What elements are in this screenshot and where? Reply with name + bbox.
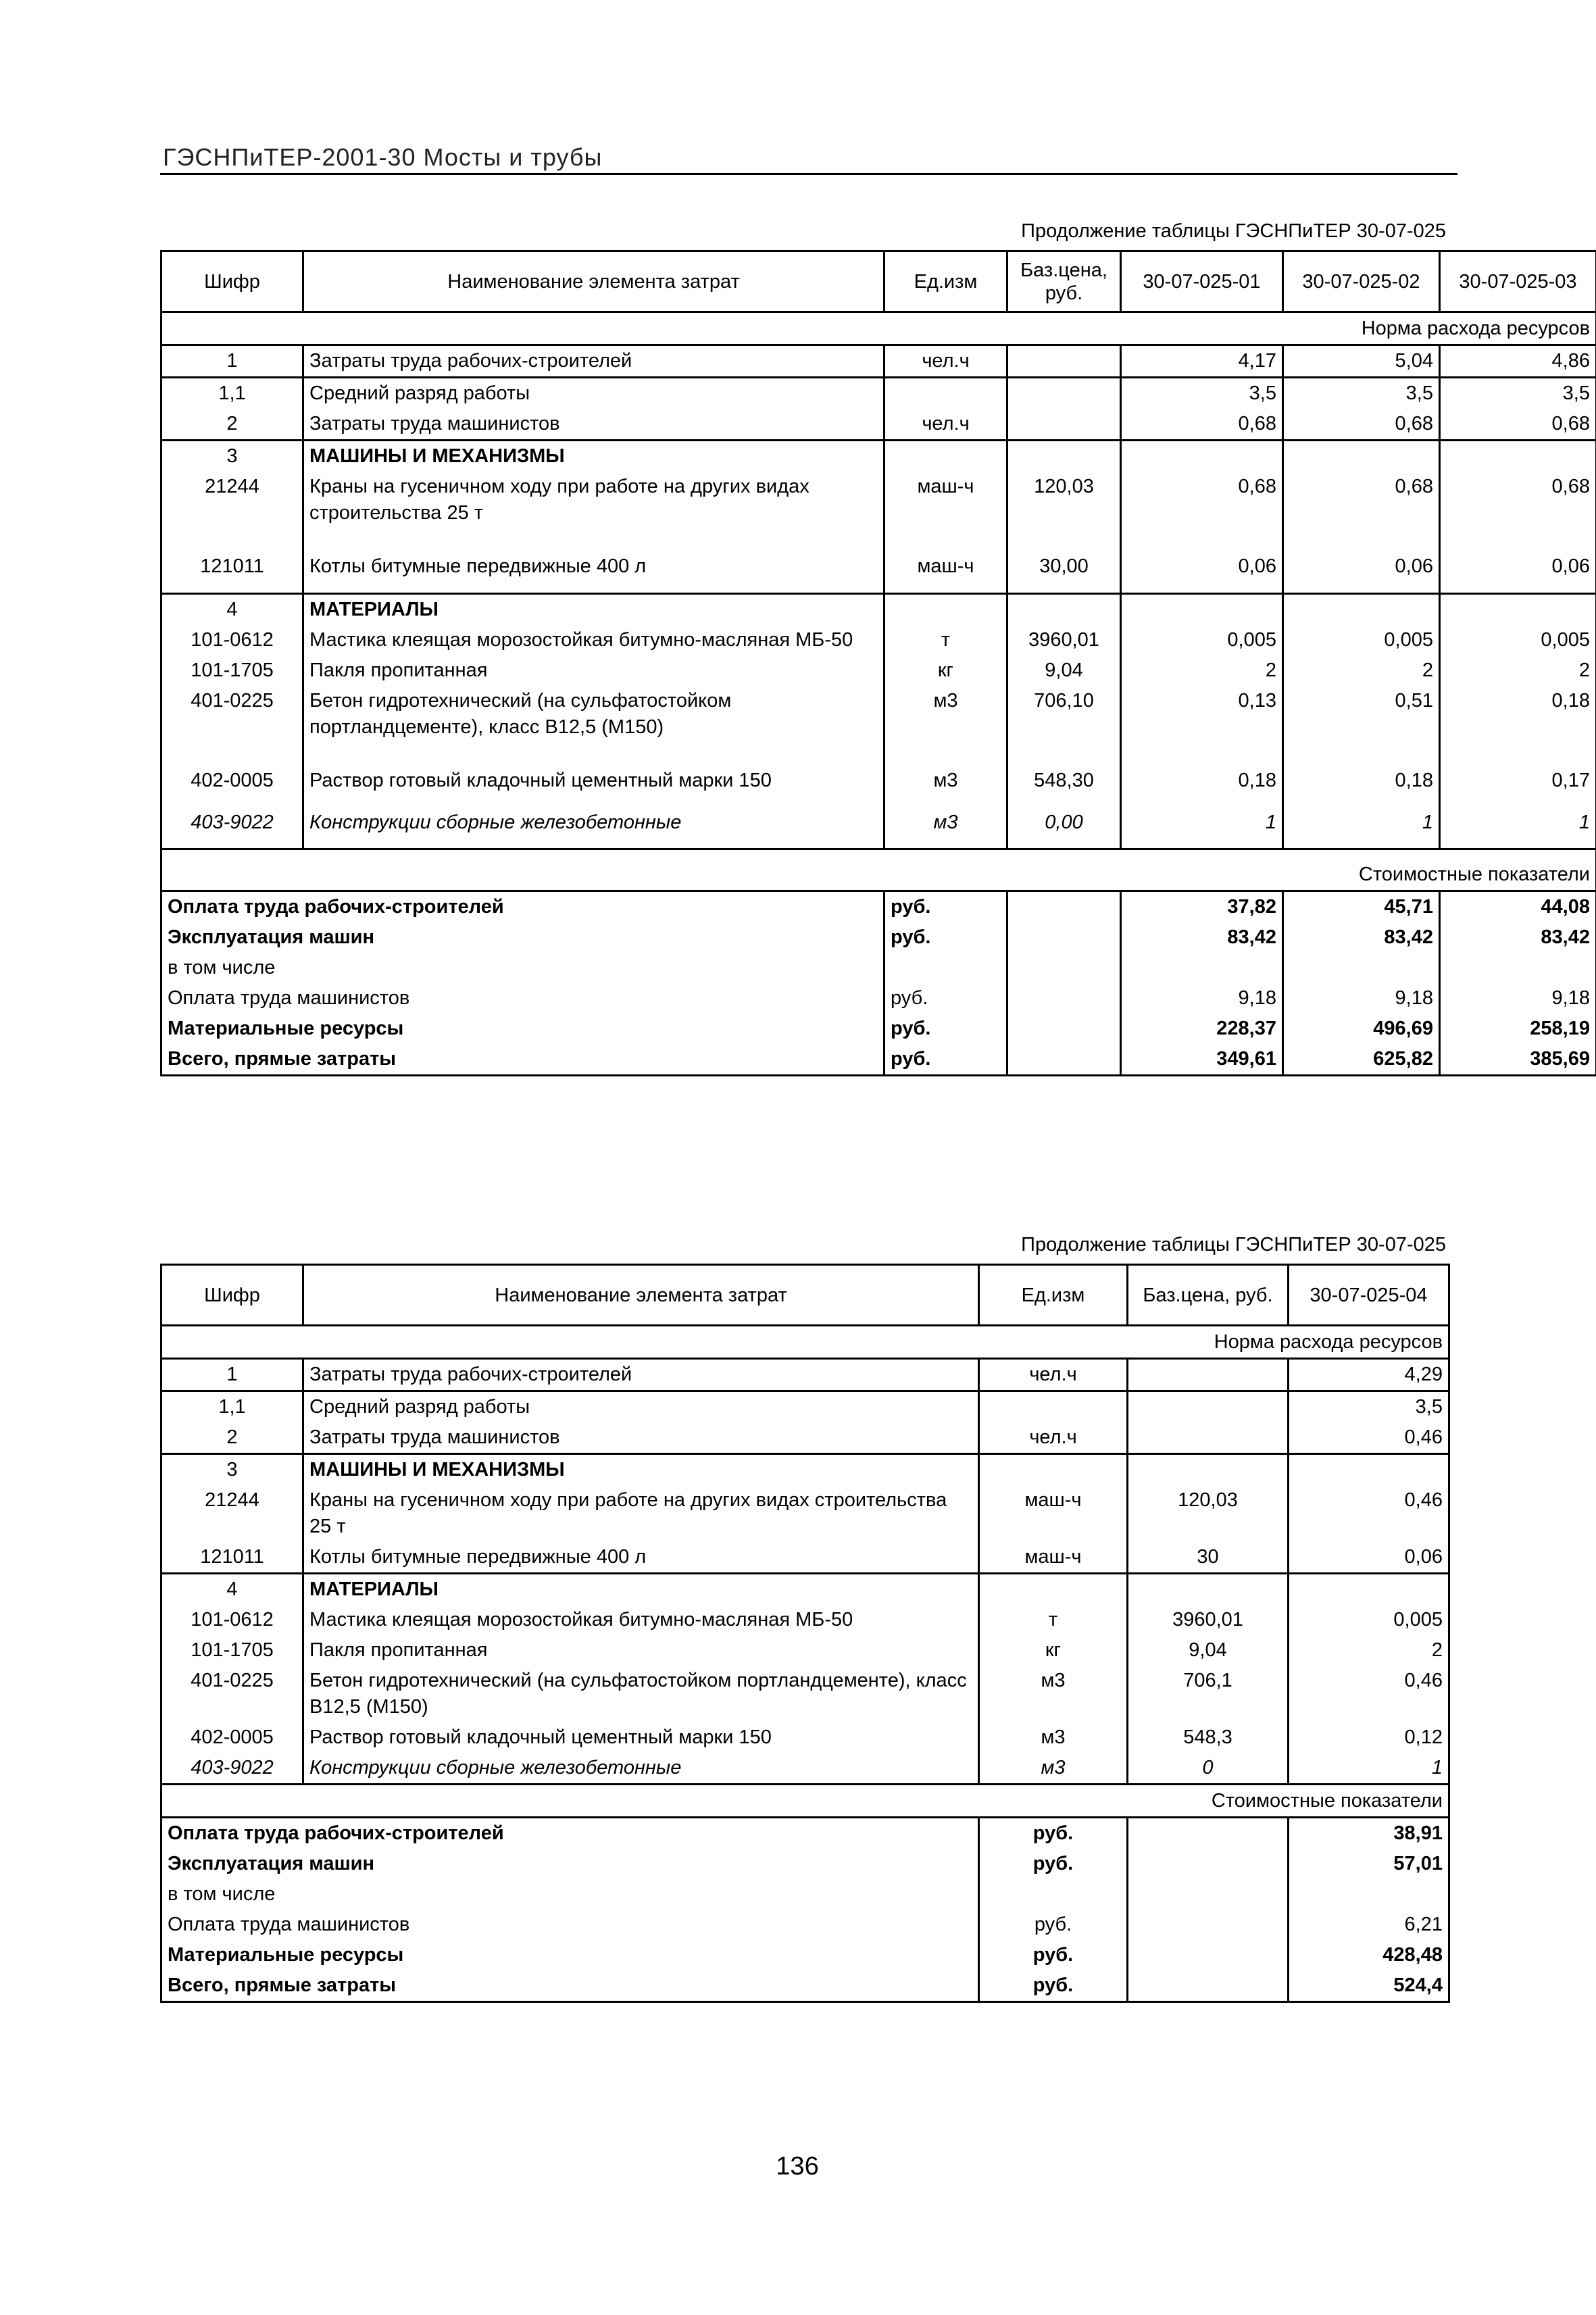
row-name: Конструкции сборные железобетонные bbox=[303, 807, 884, 849]
cost-unit: руб. bbox=[979, 1818, 1128, 1849]
row-value: 0,18 bbox=[1440, 686, 1596, 766]
cost-price bbox=[1128, 1879, 1289, 1910]
table-row bbox=[161, 593, 1596, 625]
row-price bbox=[1128, 1359, 1289, 1391]
cost-value bbox=[1121, 953, 1283, 983]
cost-value: 228,37 bbox=[1121, 1014, 1283, 1044]
table1-header-row bbox=[161, 251, 1596, 312]
estimate-table-1 bbox=[160, 250, 1596, 1076]
col-header-price: Баз.цена, руб. bbox=[1128, 1265, 1289, 1326]
table-row bbox=[161, 1542, 1449, 1574]
row-value bbox=[1289, 1574, 1449, 1605]
row-value: 3,5 bbox=[1121, 378, 1283, 409]
row-price: 30 bbox=[1128, 1542, 1289, 1574]
cost-value: 428,48 bbox=[1289, 1940, 1449, 1970]
table-row bbox=[161, 441, 1596, 472]
col-header-unit: Ед.изм bbox=[884, 251, 1007, 312]
cost-price bbox=[1128, 1818, 1289, 1849]
row-code: 1,1 bbox=[161, 1391, 303, 1423]
row-name: МАТЕРИАЛЫ bbox=[303, 593, 884, 625]
row-code: 121011 bbox=[161, 1542, 303, 1574]
row-price: 548,30 bbox=[1007, 766, 1121, 807]
row-value: 2 bbox=[1289, 1635, 1449, 1666]
row-price: 3960,01 bbox=[1128, 1605, 1289, 1635]
cost-value: 258,19 bbox=[1440, 1014, 1596, 1044]
cost-value: 38,91 bbox=[1289, 1818, 1449, 1849]
row-unit bbox=[884, 593, 1007, 625]
row-name: Пакля пропитанная bbox=[303, 655, 884, 686]
table-row bbox=[161, 1359, 1449, 1391]
page-header bbox=[160, 142, 1457, 175]
row-code: 2 bbox=[161, 1422, 303, 1454]
row-name: Мастика клеящая морозостойкая битумно-масляная МБ-50 bbox=[303, 625, 884, 655]
table1-norm-row bbox=[161, 312, 1596, 345]
row-unit: т bbox=[979, 1605, 1128, 1635]
row-unit: м3 bbox=[884, 807, 1007, 849]
row-price: 120,03 bbox=[1128, 1485, 1289, 1542]
table-row bbox=[161, 625, 1596, 655]
row-name: Котлы битумные передвижные 400 л bbox=[303, 1542, 979, 1574]
cost-row bbox=[161, 1970, 1449, 2002]
row-value: 5,04 bbox=[1283, 345, 1440, 378]
row-name: МАТЕРИАЛЫ bbox=[303, 1574, 979, 1605]
row-price bbox=[1007, 441, 1121, 472]
cost-unit: руб. bbox=[884, 922, 1007, 953]
row-value: 0,18 bbox=[1121, 766, 1283, 807]
row-value: 0,68 bbox=[1440, 472, 1596, 551]
table1-cost-rows bbox=[161, 891, 1596, 1076]
cost-row bbox=[161, 891, 1596, 923]
row-name: МАШИНЫ И МЕХАНИЗМЫ bbox=[303, 1454, 979, 1486]
cost-price bbox=[1128, 1910, 1289, 1940]
cost-unit: руб. bbox=[884, 983, 1007, 1014]
row-price bbox=[1128, 1391, 1289, 1423]
cost-value: 9,18 bbox=[1121, 983, 1283, 1014]
row-value: 2 bbox=[1121, 655, 1283, 686]
row-code: 3 bbox=[161, 441, 303, 472]
col-header-c1: 30-07-025-01 bbox=[1121, 251, 1283, 312]
cost-row bbox=[161, 922, 1596, 953]
row-name: Затраты труда рабочих-строителей bbox=[303, 1359, 979, 1391]
row-code: 101-1705 bbox=[161, 1635, 303, 1666]
row-value bbox=[1283, 593, 1440, 625]
estimate-table-2 bbox=[160, 1264, 1450, 2003]
row-value: 0,06 bbox=[1283, 551, 1440, 593]
row-code: 403-9022 bbox=[161, 1753, 303, 1785]
cost-value: 44,08 bbox=[1440, 891, 1596, 923]
table2-header-row bbox=[161, 1265, 1449, 1326]
row-price bbox=[1007, 409, 1121, 441]
table-row bbox=[161, 1454, 1449, 1486]
row-code: 1,1 bbox=[161, 378, 303, 409]
table-row bbox=[161, 1391, 1449, 1423]
table-row bbox=[161, 345, 1596, 378]
cost-row bbox=[161, 1818, 1449, 1849]
row-value: 1 bbox=[1440, 807, 1596, 849]
cost-name: Материальные ресурсы bbox=[161, 1940, 979, 1970]
row-value: 0,005 bbox=[1121, 625, 1283, 655]
cost-row bbox=[161, 953, 1596, 983]
table-row bbox=[161, 766, 1596, 807]
row-price: 0,00 bbox=[1007, 807, 1121, 849]
row-price: 9,04 bbox=[1128, 1635, 1289, 1666]
row-price bbox=[1128, 1422, 1289, 1454]
row-code: 21244 bbox=[161, 1485, 303, 1542]
col-header-code: Шифр bbox=[161, 1265, 303, 1326]
row-price: 548,3 bbox=[1128, 1722, 1289, 1753]
table-row bbox=[161, 551, 1596, 593]
table-row bbox=[161, 807, 1596, 849]
table-row bbox=[161, 686, 1596, 766]
cost-unit: руб. bbox=[979, 1940, 1128, 1970]
row-name: Средний разряд работы bbox=[303, 1391, 979, 1423]
cost-name: Эксплуатация машин bbox=[161, 922, 884, 953]
cost-name: в том числе bbox=[161, 1879, 979, 1910]
row-unit: маш-ч bbox=[979, 1485, 1128, 1542]
table1-cost-label-row bbox=[161, 849, 1596, 891]
row-name: Средний разряд работы bbox=[303, 378, 884, 409]
cost-price bbox=[1128, 1940, 1289, 1970]
row-unit bbox=[979, 1574, 1128, 1605]
cost-unit: руб. bbox=[884, 891, 1007, 923]
cost-value: 37,82 bbox=[1121, 891, 1283, 923]
cost-name: Оплата труда машинистов bbox=[161, 983, 884, 1014]
table-row bbox=[161, 1635, 1449, 1666]
cost-value bbox=[1283, 953, 1440, 983]
row-value: 0,005 bbox=[1283, 625, 1440, 655]
row-unit: маш-ч bbox=[884, 551, 1007, 593]
row-code: 2 bbox=[161, 409, 303, 441]
row-name: Раствор готовый кладочный цементный марки 150 bbox=[303, 766, 884, 807]
row-value bbox=[1283, 441, 1440, 472]
row-name: Мастика клеящая морозостойкая битумно-масляная МБ-50 bbox=[303, 1605, 979, 1635]
row-unit: кг bbox=[884, 655, 1007, 686]
row-value: 3,5 bbox=[1440, 378, 1596, 409]
row-value bbox=[1289, 1454, 1449, 1486]
norm-label: Норма расхода ресурсов bbox=[161, 312, 1596, 345]
row-code: 401-0225 bbox=[161, 686, 303, 766]
cost-row bbox=[161, 1014, 1596, 1044]
row-code: 121011 bbox=[161, 551, 303, 593]
row-code: 3 bbox=[161, 1454, 303, 1486]
row-value bbox=[1121, 593, 1283, 625]
table2-cost-rows bbox=[161, 1818, 1449, 2002]
row-price bbox=[1007, 593, 1121, 625]
row-price bbox=[1007, 378, 1121, 409]
row-name: МАШИНЫ И МЕХАНИЗМЫ bbox=[303, 441, 884, 472]
cost-price bbox=[1007, 953, 1121, 983]
col-header-code: Шифр bbox=[161, 251, 303, 312]
col-header-c3: 30-07-025-03 bbox=[1440, 251, 1596, 312]
cost-price bbox=[1007, 983, 1121, 1014]
cost-name: Материальные ресурсы bbox=[161, 1014, 884, 1044]
cost-unit: руб. bbox=[979, 1849, 1128, 1879]
col-header-c2: 30-07-025-02 bbox=[1283, 251, 1440, 312]
table1-resource-rows bbox=[161, 345, 1596, 849]
row-code: 1 bbox=[161, 1359, 303, 1391]
row-value: 0,68 bbox=[1440, 409, 1596, 441]
cost-row bbox=[161, 1910, 1449, 1940]
row-value: 2 bbox=[1440, 655, 1596, 686]
cost-value bbox=[1440, 953, 1596, 983]
row-name: Затраты труда машинистов bbox=[303, 409, 884, 441]
table2-continuation-label: Продолжение таблицы ГЭСНПиТЕР 30-07-025 bbox=[1021, 1234, 1446, 1255]
row-price bbox=[1007, 345, 1121, 378]
cost-unit: руб. bbox=[979, 1910, 1128, 1940]
row-code: 402-0005 bbox=[161, 1722, 303, 1753]
table-row bbox=[161, 409, 1596, 441]
cost-row bbox=[161, 1044, 1596, 1076]
row-unit: маш-ч bbox=[979, 1542, 1128, 1574]
row-code: 403-9022 bbox=[161, 807, 303, 849]
row-code: 402-0005 bbox=[161, 766, 303, 807]
row-unit bbox=[884, 441, 1007, 472]
page-number: 136 bbox=[776, 2152, 819, 2181]
row-price: 30,00 bbox=[1007, 551, 1121, 593]
row-value: 2 bbox=[1283, 655, 1440, 686]
col-header-unit: Ед.изм bbox=[979, 1265, 1128, 1326]
row-unit bbox=[979, 1391, 1128, 1423]
row-unit: м3 bbox=[884, 686, 1007, 766]
cost-row bbox=[161, 1849, 1449, 1879]
table-row bbox=[161, 1722, 1449, 1753]
row-value: 0,06 bbox=[1440, 551, 1596, 593]
row-value: 0,12 bbox=[1289, 1722, 1449, 1753]
row-value: 0,68 bbox=[1121, 472, 1283, 551]
row-value: 0,46 bbox=[1289, 1422, 1449, 1454]
row-value: 4,17 bbox=[1121, 345, 1283, 378]
cost-value: 45,71 bbox=[1283, 891, 1440, 923]
table1-continuation-label: Продолжение таблицы ГЭСНПиТЕР 30-07-025 bbox=[1021, 220, 1446, 242]
row-value: 0,68 bbox=[1121, 409, 1283, 441]
row-value: 0,06 bbox=[1289, 1542, 1449, 1574]
row-code: 4 bbox=[161, 1574, 303, 1605]
cost-name: Всего, прямые затраты bbox=[161, 1970, 979, 2002]
row-value: 4,86 bbox=[1440, 345, 1596, 378]
norm-label: Норма расхода ресурсов bbox=[161, 1326, 1449, 1359]
cost-value: 83,42 bbox=[1283, 922, 1440, 953]
cost-value: 496,69 bbox=[1283, 1014, 1440, 1044]
row-value bbox=[1440, 441, 1596, 472]
cost-name: Всего, прямые затраты bbox=[161, 1044, 884, 1076]
col-header-name: Наименование элемента затрат bbox=[303, 1265, 979, 1326]
row-code: 21244 bbox=[161, 472, 303, 551]
cost-unit bbox=[979, 1879, 1128, 1910]
row-price: 0 bbox=[1128, 1753, 1289, 1785]
row-unit bbox=[979, 1454, 1128, 1486]
cost-name: Оплата труда рабочих-строителей bbox=[161, 1818, 979, 1849]
cost-value: 57,01 bbox=[1289, 1849, 1449, 1879]
table2-norm-row bbox=[161, 1326, 1449, 1359]
row-name: Краны на гусеничном ходу при работе на других видах строительства 25 т bbox=[303, 1485, 979, 1542]
row-value: 0,46 bbox=[1289, 1485, 1449, 1542]
cost-row bbox=[161, 1940, 1449, 1970]
row-value: 4,29 bbox=[1289, 1359, 1449, 1391]
cost-name: Эксплуатация машин bbox=[161, 1849, 979, 1879]
row-name: Конструкции сборные железобетонные bbox=[303, 1753, 979, 1785]
cost-value: 625,82 bbox=[1283, 1044, 1440, 1076]
row-value: 1 bbox=[1283, 807, 1440, 849]
row-unit: чел.ч bbox=[979, 1359, 1128, 1391]
table-row bbox=[161, 378, 1596, 409]
cost-label: Стоимостные показатели bbox=[161, 1785, 1449, 1818]
cost-value: 9,18 bbox=[1440, 983, 1596, 1014]
cost-name: в том числе bbox=[161, 953, 884, 983]
table-row bbox=[161, 1422, 1449, 1454]
cost-price bbox=[1128, 1849, 1289, 1879]
row-code: 101-1705 bbox=[161, 655, 303, 686]
row-unit: кг bbox=[979, 1635, 1128, 1666]
row-code: 101-0612 bbox=[161, 625, 303, 655]
row-unit: чел.ч bbox=[979, 1422, 1128, 1454]
row-value: 0,68 bbox=[1283, 409, 1440, 441]
table-row bbox=[161, 655, 1596, 686]
row-name: Котлы битумные передвижные 400 л bbox=[303, 551, 884, 593]
row-price bbox=[1128, 1454, 1289, 1486]
row-name: Затраты труда рабочих-строителей bbox=[303, 345, 884, 378]
row-name: Бетон гидротехнический (на сульфатостойком портландцементе), класс В12,5 (М150) bbox=[303, 686, 884, 766]
row-code: 401-0225 bbox=[161, 1666, 303, 1722]
row-value: 0,13 bbox=[1121, 686, 1283, 766]
cost-row bbox=[161, 1879, 1449, 1910]
table2-cost-label-row bbox=[161, 1785, 1449, 1818]
row-value: 3,5 bbox=[1289, 1391, 1449, 1423]
row-value: 0,46 bbox=[1289, 1666, 1449, 1722]
row-value: 0,17 bbox=[1440, 766, 1596, 807]
row-price: 3960,01 bbox=[1007, 625, 1121, 655]
cost-value: 9,18 bbox=[1283, 983, 1440, 1014]
cost-unit bbox=[884, 953, 1007, 983]
cost-row bbox=[161, 983, 1596, 1014]
cost-value: 6,21 bbox=[1289, 1910, 1449, 1940]
row-value: 0,68 bbox=[1283, 472, 1440, 551]
table-row bbox=[161, 1485, 1449, 1542]
col-header-c1: 30-07-025-04 bbox=[1289, 1265, 1449, 1326]
row-value: 1 bbox=[1121, 807, 1283, 849]
row-unit bbox=[884, 378, 1007, 409]
row-unit: м3 bbox=[884, 766, 1007, 807]
cost-value: 524,4 bbox=[1289, 1970, 1449, 2002]
cost-name: Оплата труда машинистов bbox=[161, 1910, 979, 1940]
cost-value bbox=[1289, 1879, 1449, 1910]
row-price bbox=[1128, 1574, 1289, 1605]
document-title: ГЭСНПиТЕР-2001-30 Мосты и трубы bbox=[163, 143, 603, 171]
row-unit: м3 bbox=[979, 1753, 1128, 1785]
col-header-price: Баз.цена, руб. bbox=[1007, 251, 1121, 312]
cost-label: Стоимостные показатели bbox=[161, 849, 1596, 891]
row-name: Затраты труда машинистов bbox=[303, 1422, 979, 1454]
row-value: 1 bbox=[1289, 1753, 1449, 1785]
row-unit: чел.ч bbox=[884, 345, 1007, 378]
row-value: 0,51 bbox=[1283, 686, 1440, 766]
row-name: Пакля пропитанная bbox=[303, 1635, 979, 1666]
table-row bbox=[161, 1574, 1449, 1605]
cost-price bbox=[1007, 1044, 1121, 1076]
row-value: 0,005 bbox=[1289, 1605, 1449, 1635]
cost-value: 83,42 bbox=[1440, 922, 1596, 953]
row-price: 9,04 bbox=[1007, 655, 1121, 686]
row-code: 4 bbox=[161, 593, 303, 625]
cost-unit: руб. bbox=[884, 1014, 1007, 1044]
row-value bbox=[1440, 593, 1596, 625]
row-code: 101-0612 bbox=[161, 1605, 303, 1635]
row-name: Краны на гусеничном ходу при работе на других видах строительства 25 т bbox=[303, 472, 884, 551]
row-value bbox=[1121, 441, 1283, 472]
row-unit: чел.ч bbox=[884, 409, 1007, 441]
row-value: 0,06 bbox=[1121, 551, 1283, 593]
cost-price bbox=[1007, 891, 1121, 923]
row-unit: м3 bbox=[979, 1722, 1128, 1753]
cost-price bbox=[1007, 1014, 1121, 1044]
row-value: 3,5 bbox=[1283, 378, 1440, 409]
cost-name: Оплата труда рабочих-строителей bbox=[161, 891, 884, 923]
row-unit: маш-ч bbox=[884, 472, 1007, 551]
row-price: 120,03 bbox=[1007, 472, 1121, 551]
col-header-name: Наименование элемента затрат bbox=[303, 251, 884, 312]
row-code: 1 bbox=[161, 345, 303, 378]
row-unit: м3 bbox=[979, 1666, 1128, 1722]
row-price: 706,1 bbox=[1128, 1666, 1289, 1722]
table-row bbox=[161, 1605, 1449, 1635]
cost-price bbox=[1007, 922, 1121, 953]
cost-value: 385,69 bbox=[1440, 1044, 1596, 1076]
table-row bbox=[161, 1753, 1449, 1785]
table-row bbox=[161, 472, 1596, 551]
cost-price bbox=[1128, 1970, 1289, 2002]
row-value: 0,005 bbox=[1440, 625, 1596, 655]
cost-unit: руб. bbox=[979, 1970, 1128, 2002]
row-price: 706,10 bbox=[1007, 686, 1121, 766]
row-name: Раствор готовый кладочный цементный марки 150 bbox=[303, 1722, 979, 1753]
row-name: Бетон гидротехнический (на сульфатостойком портландцементе), класс В12,5 (М150) bbox=[303, 1666, 979, 1722]
cost-value: 83,42 bbox=[1121, 922, 1283, 953]
cost-unit: руб. bbox=[884, 1044, 1007, 1076]
row-value: 0,18 bbox=[1283, 766, 1440, 807]
row-unit: т bbox=[884, 625, 1007, 655]
cost-value: 349,61 bbox=[1121, 1044, 1283, 1076]
table2-resource-rows bbox=[161, 1359, 1449, 1785]
table-row bbox=[161, 1666, 1449, 1722]
